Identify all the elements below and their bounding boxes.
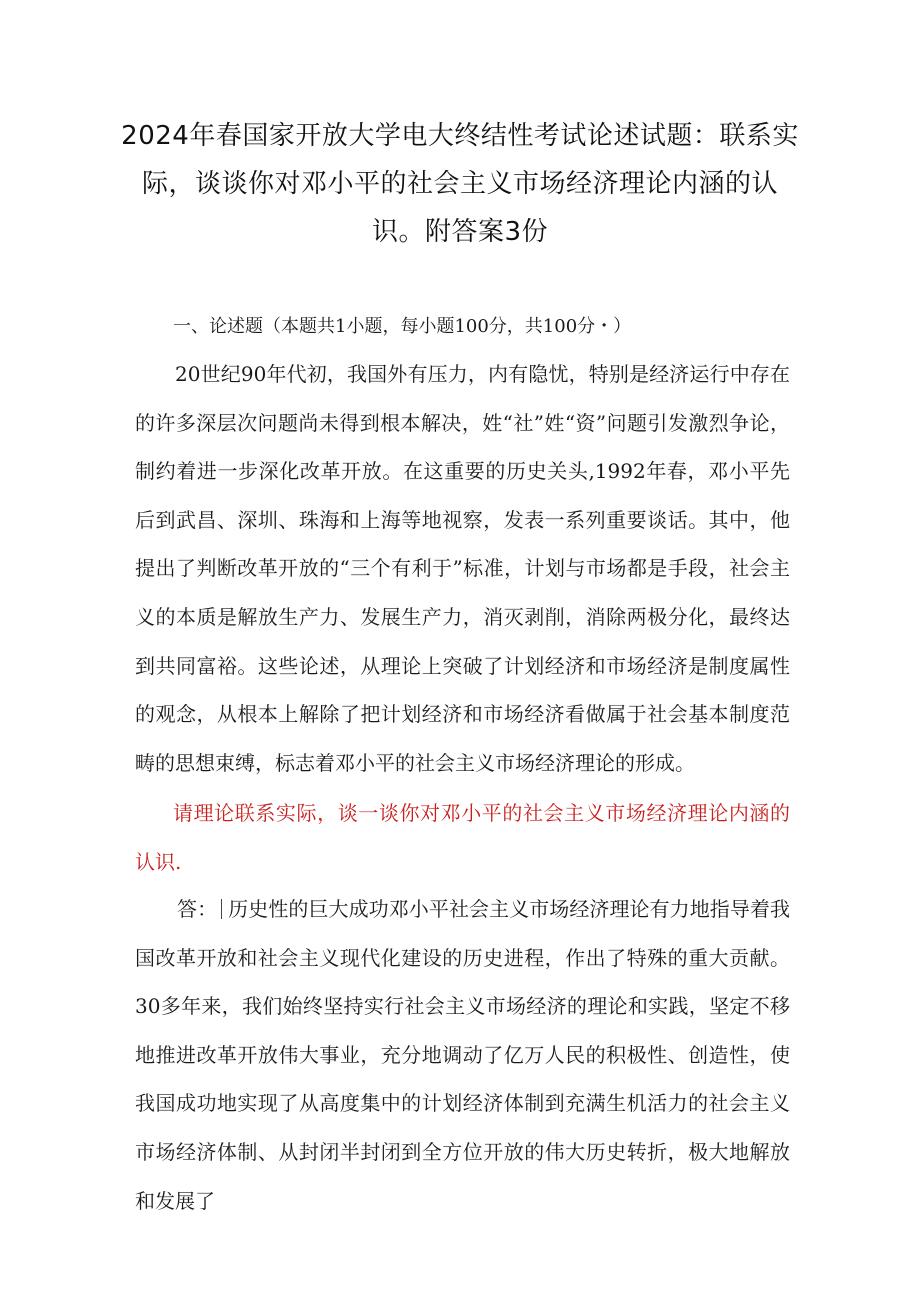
answer-paragraph [135,885,790,1225]
section-heading: 一、论述题（本题共1小题，每小题100分，共100分・） [173,316,632,337]
text-cursor [221,899,222,919]
background-paragraph: 20世纪90年代初，我国外有压力，内有隐忧，特别是经济运行中存在的许多深层次问题尚未得到根本解决，姓“社”姓“资”问题引发激烈争论，制约着进一步深化改革开放。在这重要的历史关头,1992年春，邓小平先后到武昌、深圳、珠海和上海等地视察，发表一系列重要谈话。其中，他提出了判断改革开放的“三个有利于”标准，计划与市场都是手段，社会主义的本质是解放生产力、发展生产力，消灭剥削，消除两极分化，最终达到共同富裕。这些论述，从理论上突破了计划经济和市场经济是制度属性的观念，从根本上解除了把计划经济和市场经济看做属于社会基本制度范畴的思想束缚，标志着邓小平的社会主义市场经济理论的形成。 [135,362,790,775]
question-paragraph: 请理论联系实际，谈一谈你对邓小平的社会主义市场经济理论内涵的认识. [135,801,790,874]
document-title: 2024年春国家开放大学电大终结性考试论述试题：联系实际，谈谈你对邓小平的社会主义市场经济理论内涵的认识。附答案3份 [121,121,799,247]
answer-label: 答： [177,897,218,921]
answer-text: 历史性的巨大成功邓小平社会主义市场经济理论有力地指导着我国改革开放和社会主义现代化建设的历史进程，作出了特殊的重大贡献。30多年来，我们始终坚持实行社会主义市场经济的理论和实践，坚定不移地推进改革开放伟大事业，充分地调动了亿万人民的积极性、创造性，使我国成功地实现了从高度集中的计划经济体制到充满生机活力的社会主义市场经济体制、从封闭半封闭到全方位开放的伟大历史转折，极大地解放和发展了 [135,897,791,1213]
